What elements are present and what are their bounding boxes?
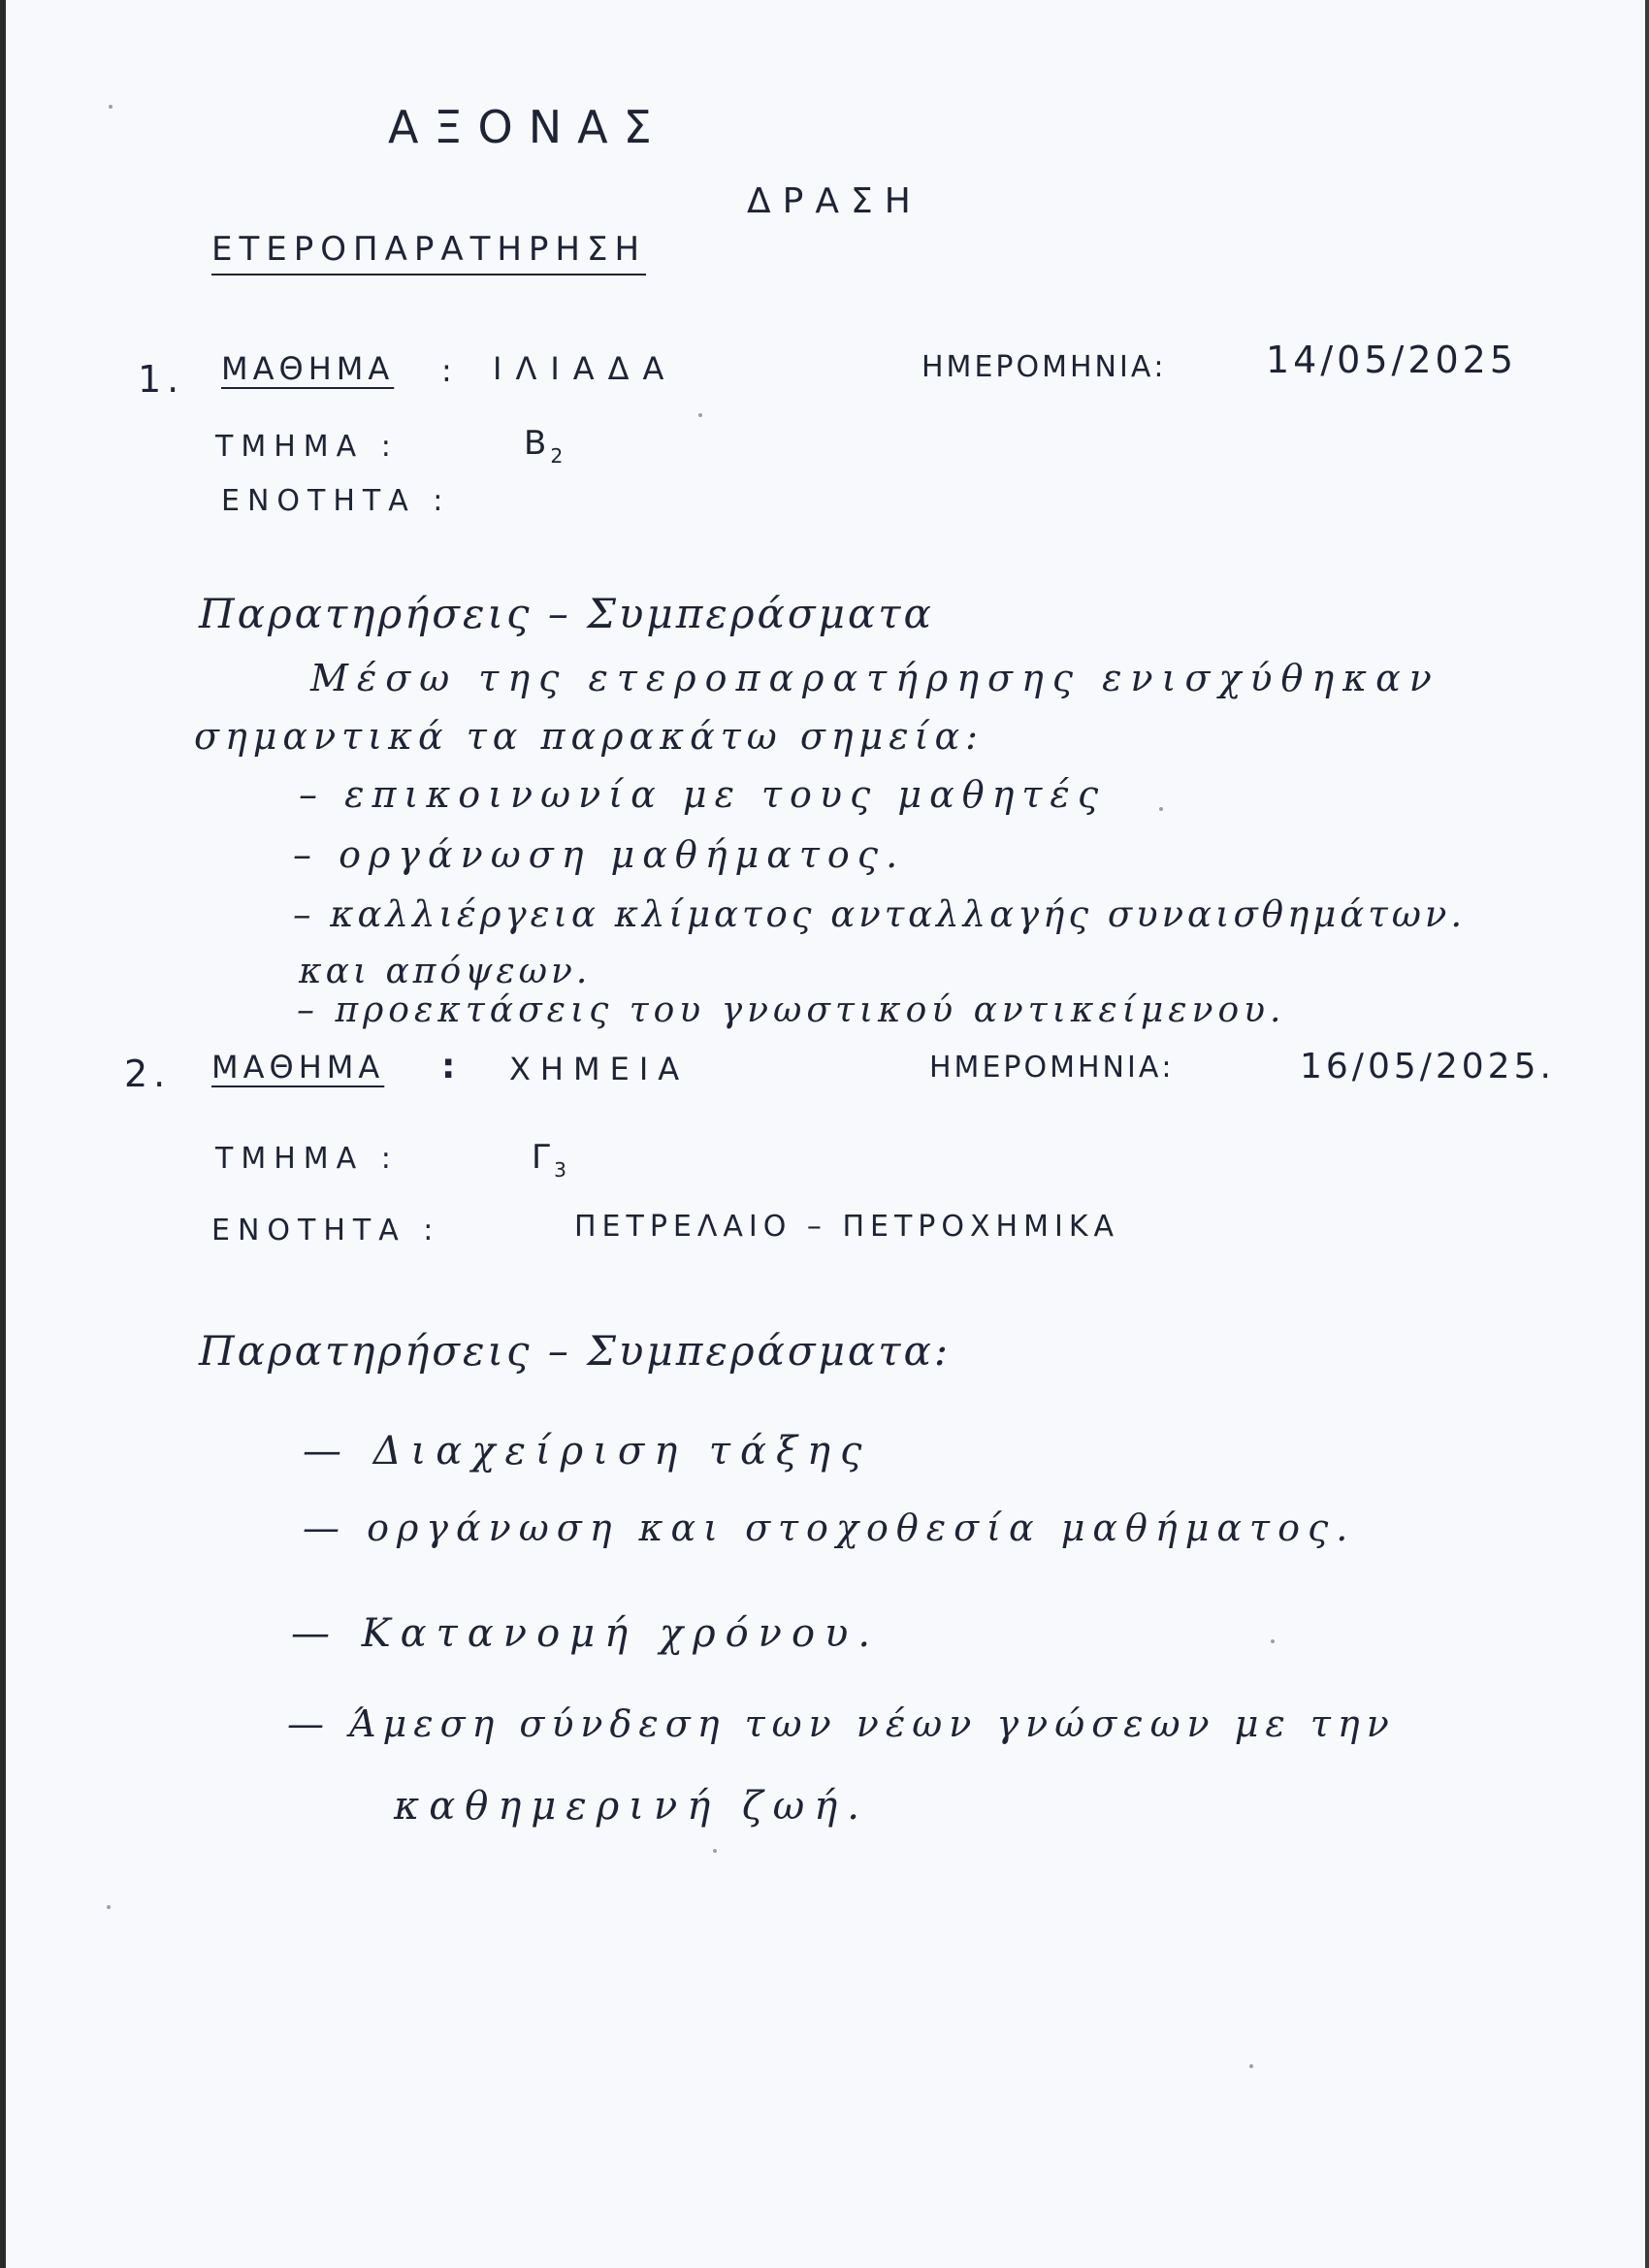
lesson1-notes-heading: Παρατηρήσεις – Συμπεράσματα bbox=[199, 590, 934, 637]
axis-title: ΑΞΟΝΑΣ bbox=[388, 101, 667, 153]
lesson1-class-label: ΤΜΗΜΑ : bbox=[215, 430, 399, 464]
lesson2-date: 16/05/2025. bbox=[1300, 1047, 1555, 1086]
lesson1-date: 14/05/2025 bbox=[1266, 339, 1518, 381]
lesson1-subject-label: ΜΑΘΗΜΑ bbox=[221, 350, 395, 387]
lesson2-unit: ΠΕΤΡΕΛΑΙΟ – ΠΕΤΡΟΧΗΜΙΚΑ bbox=[574, 1210, 1120, 1244]
lesson2-bullet-4: — Άμεση σύνδεση των νέων γνώσεων με την bbox=[287, 1702, 1396, 1745]
lesson1-class-main: Β bbox=[524, 424, 547, 463]
scan-speck bbox=[1249, 2064, 1253, 2068]
lesson2-subject-sep: : bbox=[441, 1047, 468, 1086]
lesson2-bullet-1: — Διαχείριση τάξης bbox=[303, 1429, 872, 1474]
lesson2-number: 2. bbox=[124, 1053, 172, 1095]
lesson1-subject: ΙΛΙΑΔΑ bbox=[493, 350, 678, 387]
scan-speck bbox=[1159, 807, 1163, 811]
lesson1-class-sub: 2 bbox=[550, 444, 564, 469]
lesson1-notes-intro-2: σημαντικά τα παρακάτω σημεία: bbox=[194, 715, 984, 758]
lesson2-date-label: ΗΜΕΡΟΜΗΝΙΑ: bbox=[929, 1051, 1175, 1085]
lesson2-notes-heading: Παρατηρήσεις – Συμπεράσματα: bbox=[199, 1327, 951, 1375]
lesson2-bullet-4-cont: καθημερινή ζωή. bbox=[394, 1784, 869, 1829]
lesson1-number: 1. bbox=[138, 358, 185, 401]
lesson1-bullet-3: – καλλιέργεια κλίματος ανταλλαγής συναισθημάτων. bbox=[293, 893, 1467, 935]
lesson2-class-main: Γ bbox=[532, 1138, 550, 1177]
lesson1-subject-sep: : bbox=[441, 352, 464, 389]
lesson1-unit-label: ΕΝΟΤΗΤΑ : bbox=[221, 484, 451, 518]
lesson2-unit-label: ΕΝΟΤΗΤΑ : bbox=[211, 1214, 441, 1247]
lesson1-date-label: ΗΜΕΡΟΜΗΝΙΑ: bbox=[922, 350, 1167, 384]
lesson1-bullet-4: – προεκτάσεις του γνωστικού αντικείμενου. bbox=[297, 990, 1286, 1030]
lesson2-class bbox=[532, 1138, 566, 1183]
lesson1-bullet-2: – οργάνωση μαθήματος. bbox=[293, 833, 906, 876]
scan-edge-left bbox=[0, 0, 6, 2268]
lesson1-notes-intro-1: Μέσω της ετεροπαρατήρησης ενισχύθηκαν bbox=[310, 657, 1440, 699]
lesson2-bullet-2: — οργάνωση και στοχοθεσία μαθήματος. bbox=[303, 1507, 1356, 1549]
lesson2-subject-label: ΜΑΘΗΜΑ bbox=[211, 1049, 385, 1085]
scan-speck bbox=[107, 1905, 111, 1909]
scan-speck bbox=[698, 413, 702, 417]
lesson1-bullet-1: – επικοινωνία με τους μαθητές bbox=[299, 773, 1107, 816]
scan-speck bbox=[109, 105, 113, 109]
lesson2-subject: ΧΗΜΕΙΑ bbox=[509, 1051, 690, 1087]
lesson2-class-label: ΤΜΗΜΑ : bbox=[215, 1142, 399, 1176]
scan-edge-right bbox=[1645, 0, 1649, 2268]
scan-speck bbox=[1271, 1639, 1275, 1643]
lesson1-bullet-3-cont: και απόψεων. bbox=[299, 952, 592, 991]
lesson1-class bbox=[524, 424, 564, 469]
action-label: ΔΡΑΣΗ bbox=[747, 181, 922, 221]
lesson2-bullet-3: — Κατανομή χρόνου. bbox=[291, 1611, 881, 1656]
lesson2-class-sub: 3 bbox=[553, 1158, 566, 1183]
section-title: ΕΤΕΡΟΠΑΡΑΤΗΡΗΣΗ bbox=[211, 233, 646, 275]
scan-speck bbox=[713, 1849, 717, 1853]
